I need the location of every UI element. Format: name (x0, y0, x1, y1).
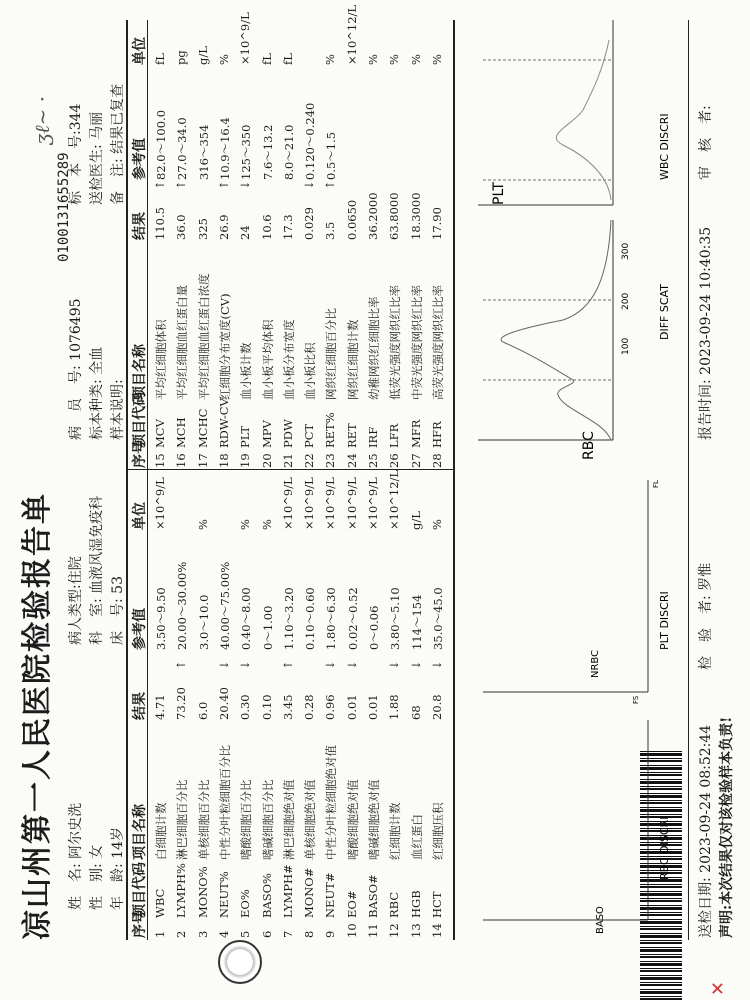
cell-no: 2 (174, 930, 189, 938)
cell-no: 26 (387, 453, 402, 468)
table-divider (126, 469, 454, 470)
cell-code: EO# (344, 890, 359, 918)
cell-result: 325 (195, 218, 210, 240)
cell-flag: ↓ (216, 660, 231, 670)
cell-flag: ↑ (323, 180, 338, 190)
cell-ref: 1.10～3.20 (281, 587, 296, 650)
cell-ref: 3.80～5.10 (388, 587, 403, 650)
barcode-number: 0100131655289 (56, 152, 72, 262)
cell-unit: % (408, 54, 423, 65)
patient-type: 住院 (68, 556, 84, 585)
cell-code: MCH (174, 417, 189, 448)
cell-no: 18 (216, 453, 231, 468)
wbc-discri-caption: WBC DISCRI (658, 113, 671, 180)
cell-no: 15 (153, 453, 167, 468)
rbc-discri-caption: RBC DISCRI (658, 816, 671, 880)
cell-no: 21 (280, 453, 295, 468)
cell-name: 高荧光强度网织红比率 (430, 285, 445, 400)
cell-result: 1.88 (387, 694, 402, 720)
cell-ref: 20.00～30.00% (175, 561, 190, 650)
cell-name: 血小板计数 (239, 342, 254, 400)
cell-result: 18.3000 (408, 192, 423, 240)
cell-unit: fL (259, 53, 274, 65)
cell-name: 嗜酸细胞绝对值 (345, 779, 360, 860)
cell-name: 网织红细胞百分比 (324, 308, 339, 400)
cell-result: 0.01 (344, 694, 359, 720)
sample-label: 标本种类: (89, 379, 105, 440)
tester-label: 检 验 者: (698, 595, 714, 670)
cell-ref: 0.120～0.240 (303, 102, 318, 180)
cell-result: 68 (408, 705, 423, 720)
cell-result: 3.45 (280, 694, 295, 720)
remark-text: 结果已复查 (110, 83, 126, 154)
specimen-label: 标 本 号: (68, 130, 84, 205)
cell-result: 0.28 (302, 694, 317, 720)
cell-name: 嗜酸细胞百分比 (239, 779, 254, 860)
cell-no: 3 (195, 930, 210, 938)
cell-unit: g/L (408, 511, 423, 530)
cell-unit: % (238, 519, 253, 530)
cell-name: 白细胞计数 (154, 802, 168, 860)
cell-flag: ↑ (174, 180, 189, 190)
cell-no: 8 (302, 930, 317, 938)
cell-result: 73.20 (174, 687, 189, 720)
cell-result: 110.5 (153, 207, 167, 240)
cell-code: PCT (302, 423, 317, 448)
cell-flag: ↓ (302, 180, 317, 190)
cell-result: 26.9 (216, 214, 231, 240)
patient-sex: 女 (89, 844, 105, 859)
cell-code: MPV (259, 420, 274, 448)
cell-name: 中性分叶粒细胞百分比 (217, 745, 232, 860)
nrbc-fs-label: FS (632, 695, 640, 704)
cell-unit: ×10^9/L (280, 477, 295, 530)
cell-code: RBC (387, 891, 402, 918)
cell-name: 血小板分布宽度 (281, 319, 296, 400)
patient-bed: 53 (110, 576, 126, 594)
cell-code: MONO% (195, 866, 210, 918)
cell-code: LFR (387, 423, 402, 448)
left-header-col-2: 项目名称 (132, 804, 148, 860)
baso-label: BASO (595, 906, 606, 934)
plt-curve (556, 40, 611, 200)
specimen-number: 344 (68, 103, 84, 131)
cell-code: BASO% (259, 873, 274, 918)
cell-unit: g/L (195, 46, 210, 65)
bed-label: 床 号: (110, 598, 126, 645)
right-header-col-2: 项目名称 (132, 344, 148, 400)
type-label: 病人类型: (68, 584, 84, 645)
cell-name: 红细胞压积 (430, 802, 445, 860)
cell-code: PLT (238, 425, 253, 448)
cell-code: HGB (408, 890, 423, 918)
cell-name: 单核细胞绝对值 (303, 779, 318, 860)
cell-name: 淋巴细胞绝对值 (281, 779, 296, 860)
cell-ref: 1.80～6.30 (324, 587, 339, 650)
table-top-rule (126, 20, 128, 940)
cell-unit: % (366, 54, 380, 65)
right-header-col-5: 单位 (132, 37, 148, 65)
sex-row (86, 845, 106, 910)
cell-ref: 35.0～45.0 (430, 587, 445, 650)
cell-flag: ↑ (174, 660, 189, 670)
cell-name: 嗜碱细胞百分比 (260, 779, 275, 860)
cell-ref: 0.02～0.52 (345, 587, 360, 650)
cell-no: 14 (429, 923, 444, 938)
cell-name: 血小板比积 (303, 342, 318, 400)
cell-flag: ↓ (238, 180, 253, 190)
sample-row (86, 347, 106, 440)
cell-unit: ×10^9/L (238, 12, 253, 65)
table-bottom-rule (453, 20, 455, 940)
cell-no: 16 (174, 453, 189, 468)
cell-code: MFR (408, 419, 423, 448)
cell-code: MONO# (302, 867, 317, 918)
cell-ref: 7.6～13.2 (260, 124, 275, 180)
statement: 声明:本次结果仅对该检验样本负责! (719, 716, 735, 938)
right-header-col-4: 参考值 (132, 138, 148, 180)
name-row (65, 803, 85, 910)
plt-discri-caption: PLT DISCRI (658, 591, 671, 650)
cell-code: NEUT# (323, 872, 338, 918)
cell-no: 24 (344, 453, 359, 468)
cell-result: 0.10 (259, 694, 274, 720)
name-label: 姓 名: (68, 863, 84, 910)
cell-name: 平均红细胞血红蛋白浓度 (196, 273, 211, 400)
cell-code: PDW (280, 419, 295, 448)
cell-result: 36.2000 (366, 192, 380, 240)
send-time-row (695, 725, 715, 938)
cell-no: 7 (280, 930, 295, 938)
cell-name: 淋巴细胞百分比 (175, 779, 190, 860)
cell-name: 网织红细胞计数 (345, 319, 360, 400)
cell-name: 平均红细胞血红蛋白量 (175, 285, 190, 400)
cell-no: 12 (387, 923, 402, 938)
cell-code: LYMPH% (174, 863, 189, 918)
cell-result: 0.30 (238, 694, 253, 720)
rbc-curve (501, 220, 611, 440)
cell-ref: 10.9～16.4 (217, 117, 232, 180)
rbc-label: RBC (581, 431, 597, 460)
cell-no: 23 (323, 453, 338, 468)
cell-result: 63.8000 (387, 192, 402, 240)
cell-name: 幼稚网织红细胞比率 (367, 296, 381, 400)
cell-unit: ×10^9/L (366, 477, 380, 530)
send-time: 2023-09-24 08:52:44 (698, 724, 714, 873)
cell-name: 血小板平均体积 (260, 319, 275, 400)
cell-result: 17.3 (280, 214, 295, 240)
cell-code: NEUT% (216, 871, 231, 918)
cell-ref: 82.0～100.0 (154, 109, 168, 180)
case-label: 病 员 号: (68, 365, 84, 440)
cell-ref: 8.0～21.0 (281, 124, 296, 180)
sample-type: 全血 (89, 346, 105, 375)
send-time-label: 送检日期: (698, 877, 714, 938)
cell-result: 24 (238, 225, 253, 240)
footer-rule (688, 20, 689, 940)
cell-name: 嗜碱细胞绝对值 (367, 779, 381, 860)
cell-ref: 0.40～8.00 (239, 587, 254, 650)
nrbc-fl-label: FL (652, 480, 660, 488)
cell-result: 0.029 (302, 207, 317, 240)
right-header-col-3: 结果 (132, 212, 148, 240)
cell-unit: ×10^9/L (153, 477, 167, 530)
left-header-col-3: 结果 (132, 692, 148, 720)
cell-unit: % (429, 519, 444, 530)
report-time-row (695, 227, 715, 440)
cell-result: 20.40 (216, 687, 231, 720)
cell-ref: 3.0～10.0 (196, 594, 211, 650)
age-row (107, 827, 127, 910)
doctor-label: 送检医生: (89, 144, 105, 205)
cell-code: RET% (323, 412, 338, 448)
signature-mark: ʒℓ~ · (30, 95, 54, 145)
tester-name: 罗惟 (698, 562, 714, 591)
nrbc-chart (483, 480, 671, 704)
sex-label: 性 别: (89, 863, 105, 910)
rbc-tick-200: 200 (621, 292, 631, 310)
cell-no: 11 (366, 923, 380, 938)
age-label: 年 龄: (110, 863, 126, 910)
bed-row (107, 576, 127, 645)
histogram-panel (463, 20, 678, 940)
cell-result: 17.90 (429, 207, 444, 240)
cell-name: 红细胞计数 (388, 802, 403, 860)
cell-no: 19 (238, 453, 253, 468)
cell-code: EO% (238, 889, 253, 918)
baso-chart (483, 720, 671, 934)
cell-name: 平均红细胞体积 (154, 319, 168, 400)
cell-no: 5 (238, 930, 253, 938)
cell-unit: fL (153, 53, 167, 65)
report-time-label: 报告时间: (698, 379, 714, 440)
cell-no: 1 (153, 930, 167, 938)
cell-unit: ×10^9/L (323, 477, 338, 530)
cell-result: 0.0650 (344, 199, 359, 240)
cell-unit: % (216, 54, 231, 65)
rbc-tick-300: 300 (621, 242, 631, 260)
cell-no: 17 (195, 453, 210, 468)
auditor-label: 审 核 者: (698, 105, 714, 180)
cell-result: 4.71 (153, 694, 167, 720)
left-header-col-4: 参考值 (132, 608, 148, 650)
cell-result: 20.8 (429, 694, 444, 720)
cell-result: 6.0 (195, 701, 210, 720)
cell-name: 低荧光强度网织红比率 (388, 285, 403, 400)
right-header-col-0: 序号 (132, 440, 148, 468)
cell-no: 27 (408, 453, 423, 468)
cell-flag: ↓ (344, 660, 359, 670)
cell-no: 25 (366, 453, 380, 468)
cell-ref: 0～1.00 (260, 605, 275, 650)
cell-flag: ↓ (408, 660, 423, 670)
diff-scat-caption: DIFF SCAT (658, 284, 671, 340)
cell-ref: 0.5～1.5 (324, 131, 339, 180)
case-row (65, 298, 85, 440)
report-title: 凉山州第一人民医院检验报告单 (20, 492, 55, 940)
nrbc-label: NRBC (590, 649, 601, 678)
cell-no: 20 (259, 453, 274, 468)
cell-code: LYMPH# (280, 864, 295, 918)
note-label: 样本说明: (110, 379, 126, 440)
cell-name: 单核细胞百分比 (196, 779, 211, 860)
cell-ref: 27.0～34.0 (175, 117, 190, 180)
patient-dept: 血液风湿免疫科 (89, 495, 105, 594)
cell-ref: 0～0.06 (367, 605, 381, 650)
cell-unit: % (429, 54, 444, 65)
cell-no: 6 (259, 930, 274, 938)
cell-unit: % (387, 54, 402, 65)
cell-ref: 316～354 (196, 124, 211, 180)
cell-flag: ↓ (429, 660, 444, 670)
note-row (107, 379, 127, 440)
cell-no: 10 (344, 923, 359, 938)
cell-code: IRF (366, 426, 380, 448)
cell-no: 22 (302, 453, 317, 468)
red-stamp-mark: ✕ (708, 980, 729, 996)
patient-age: 14岁 (110, 827, 126, 859)
cell-flag: ↓ (323, 660, 338, 670)
cell-result: 0.01 (366, 694, 380, 720)
cell-code: RDW-CV (216, 398, 231, 448)
plt-chart (478, 20, 671, 205)
cell-result: 0.96 (323, 694, 338, 720)
cell-code: MCHC (195, 408, 210, 448)
doctor-name: 马丽 (89, 111, 105, 140)
cell-unit: ×10^9/L (302, 477, 317, 530)
cell-code: BASO# (366, 874, 380, 918)
cell-ref: 40.00～75.00% (217, 561, 232, 650)
cell-unit: pg (174, 50, 189, 65)
cell-flag: ↑ (216, 180, 231, 190)
cell-no: 4 (216, 930, 231, 938)
cell-ref: 114～154 (409, 594, 424, 650)
cell-no: 28 (429, 453, 444, 468)
cell-no: 9 (323, 930, 338, 938)
cell-flag: ↓ (387, 660, 402, 670)
cell-unit: ×10^9/L (344, 477, 359, 530)
doctor-row (86, 112, 106, 205)
cell-flag: ↑ (153, 180, 167, 190)
cell-code: MCV (153, 419, 167, 448)
cell-unit: % (259, 519, 274, 530)
tester-row (695, 563, 715, 670)
cell-ref: 125～350 (239, 124, 254, 180)
cell-ref: 3.50～9.50 (154, 587, 168, 650)
cell-name: 中荧光强度网织红比率 (409, 285, 424, 400)
type-row (65, 556, 85, 645)
cell-unit: fL (280, 53, 295, 65)
cell-name: 中性分叶粒细胞绝对值 (324, 745, 339, 860)
cell-name: 红细胞分布宽度(CV) (217, 293, 232, 400)
hospital-logo (218, 940, 262, 984)
cell-flag: ↑ (280, 660, 295, 670)
cell-ref: 0.10～0.60 (303, 587, 318, 650)
cell-code: WBC (153, 888, 167, 918)
auditor-row (695, 105, 715, 180)
cell-result: 3.5 (323, 221, 338, 240)
specimen-row (65, 104, 85, 205)
rbc-tick-100: 100 (621, 337, 631, 355)
left-header-col-1: 项目代码 (132, 862, 148, 918)
cell-no: 13 (408, 923, 423, 938)
remark-label: 备 注: (110, 158, 126, 205)
cell-code: RET (344, 423, 359, 448)
case-number: 1076495 (68, 298, 84, 361)
right-header-col-1: 项目代码 (132, 392, 148, 448)
dept-row (86, 496, 106, 645)
left-header-col-0: 序号 (132, 910, 148, 938)
cell-unit: % (195, 519, 210, 530)
cell-unit: ×10^12/L (344, 4, 359, 65)
remark-row (107, 84, 127, 205)
cell-flag: ↓ (238, 660, 253, 670)
rbc-chart (478, 220, 671, 460)
cell-name: 血红蛋白 (409, 814, 424, 860)
plt-label: PLT (491, 182, 507, 205)
cell-result: 36.0 (174, 214, 189, 240)
cell-unit: ×10^12/L (387, 469, 402, 530)
left-header-col-5: 单位 (132, 502, 148, 530)
cell-code: HCT (429, 891, 444, 918)
dept-label: 科 室: (89, 598, 105, 645)
cell-result: 10.6 (259, 214, 274, 240)
cell-unit: % (323, 54, 338, 65)
patient-name: 阿尔史洗 (68, 802, 84, 859)
report-time: 2023-09-24 10:40:35 (698, 226, 714, 375)
cell-code: HFR (429, 421, 444, 448)
